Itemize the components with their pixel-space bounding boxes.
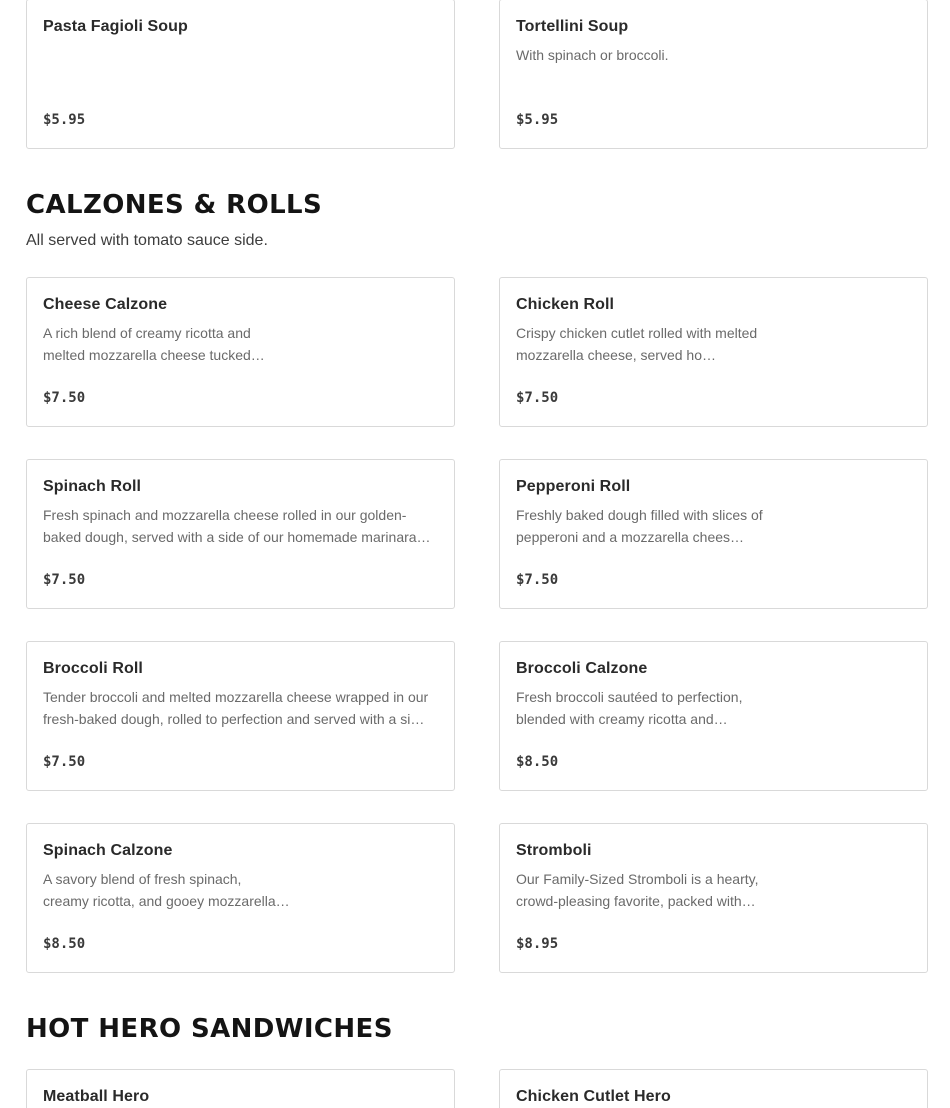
item-description: Freshly baked dough filled with slices of pepperoni and a mozzarella chees… [516, 507, 763, 545]
item-name: Pasta Fagioli Soup [43, 18, 188, 35]
item-price: $7.50 [516, 390, 559, 406]
menu-item-card[interactable] [499, 277, 928, 427]
item-name: Cheese Calzone [43, 296, 168, 313]
menu-item-card[interactable] [499, 641, 928, 791]
item-name: Pepperoni Roll [516, 478, 631, 495]
item-description: Our Family-Sized Stromboli is a hearty, crowd-pleasing favorite, packed with… [516, 871, 759, 909]
section-subtitle: All served with tomato sauce side. [26, 232, 268, 249]
section-title-heroes: HOT HERO SANDWICHES [26, 1014, 393, 1044]
item-name: Broccoli Calzone [516, 660, 648, 677]
item-name: Spinach Roll [43, 478, 142, 495]
menu-item-card[interactable] [499, 0, 928, 149]
menu-item-card[interactable] [26, 641, 455, 791]
item-name: Tortellini Soup [516, 18, 629, 35]
menu-item-card[interactable] [26, 459, 455, 609]
item-description: A savory blend of fresh spinach, creamy ricotta, and gooey mozzarella… [43, 871, 290, 909]
menu-item-card[interactable] [26, 823, 455, 973]
item-price: $5.95 [43, 112, 86, 128]
menu-item-card[interactable] [26, 1069, 455, 1108]
item-description: With spinach or broccoli. [516, 47, 669, 63]
item-price: $7.50 [43, 572, 86, 588]
item-name: Meatball Hero [43, 1088, 150, 1105]
item-price: $7.50 [516, 572, 559, 588]
item-name: Stromboli [516, 842, 592, 859]
item-description: Crispy chicken cutlet rolled with melted mozzarella cheese, served ho… [516, 325, 758, 363]
menu-item-card[interactable] [499, 1069, 928, 1108]
item-name: Chicken Cutlet Hero [516, 1088, 671, 1105]
menu-item-card[interactable] [26, 277, 455, 427]
menu-item-card[interactable] [499, 459, 928, 609]
menu-item-card[interactable] [26, 0, 455, 149]
item-description: Fresh broccoli sautéed to perfection, blended with creamy ricotta and… [516, 689, 743, 727]
item-price: $8.50 [43, 936, 86, 952]
item-price: $8.95 [516, 936, 559, 952]
item-price: $7.50 [43, 390, 86, 406]
item-name: Broccoli Roll [43, 660, 143, 677]
item-description: Tender broccoli and melted mozzarella cheese wrapped in our fresh-baked dough, rolled to perfection and served with a si… [43, 689, 429, 727]
section-title-calzones: CALZONES & ROLLS [26, 190, 323, 220]
item-name: Spinach Calzone [43, 842, 173, 859]
item-price: $8.50 [516, 754, 559, 770]
menu-item-card[interactable] [499, 823, 928, 973]
item-description: A rich blend of creamy ricotta and melted mozzarella cheese tucked… [43, 325, 265, 363]
item-description: Fresh spinach and mozzarella cheese rolled in our golden-baked dough, served with a side of our homemade marinara… [43, 507, 431, 545]
item-name: Chicken Roll [516, 296, 615, 313]
item-price: $5.95 [516, 112, 559, 128]
item-price: $7.50 [43, 754, 86, 770]
